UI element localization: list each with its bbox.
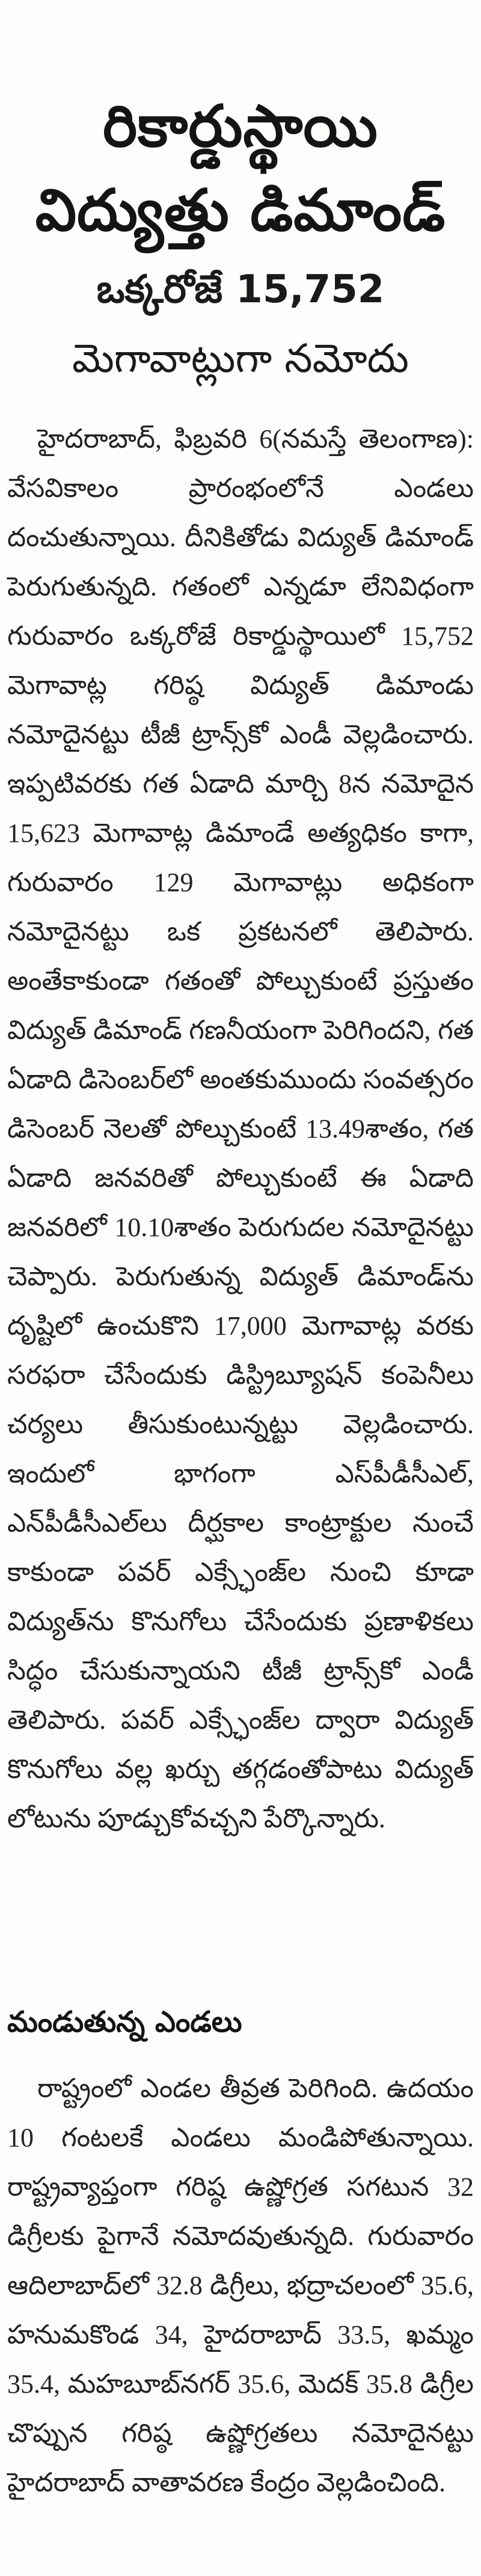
headline-line-1: రికార్డుస్థాయి [103, 93, 378, 160]
headline-line-2: విద్యుత్తు డిమాండ్ [35, 177, 446, 244]
article-body-paragraph-1: హైదరాబాద్, ఫిబ్రవరి 6(నమస్తే తెలంగాణ): వేసవికాలం ప్రారంభంలోనే ఎండలు దంచుతున్నాయి. దీనికితోడు విద్యుత్ డిమాండ్ పెరుగుతున్నది. గతంలో ఎన్నడూ లేనివిధంగా గురువారం ఒక్కరోజే రికార్డుస్థాయిలో 15,752 మెగావాట్ల గరిష్ఠ విద్యుత్ డిమాండు నమోదైనట్టు టీజీ ట్రాన్స్‌కో ఎండీ వెల్లడించారు. ఇప్పటివరకు గత ఏడాది మార్చి 8న నమోదైన 15,623 మెగావాట్ల డిమాండే అత్యధికం కాగా, గురువారం 129 మెగావాట్లు అధికంగా నమోదైనట్టు ఒక ప్రకటనలో తెలిపారు. అంతేకాకుండా గతంతో పోల్చుకుంటే ప్రస్తుతం విద్యుత్ డిమాండ్ గణనీయంగా పెరిగిందని, గత ఏడాది డిసెంబర్‌లో అంతకుముందు సంవత్సరం డిసెంబర్ నెలతో పోల్చుకుంటే 13.49శాతం, గత ఏడాది జనవరితో పోల్చుకుంటే ఈ ఏడాది జనవరిలో 10.10శాతం పెరుగుదల నమోదైనట్టు చెప్పారు. పెరుగుతున్న విద్యుత్ డిమాండ్‌ను దృష్టిలో ఉంచుకొని 17,000 మెగావాట్ల వరకు సరఫరా చేసేందుకు డిస్ట్రిబ్యూషన్ కంపెనీలు చర్యలు తీసుకుంటున్నట్టు వెల్లడించారు. ఇందులో భాగంగా ఎస్‌పీడీసీఎల్, ఎన్‌పీడీసీఎల్‌లు దీర్ఘకాల కాంట్రాక్టుల నుంచే కాకుండా పవర్ ఎక్స్ఛేంజ్‌ల నుంచి కూడా విద్యుత్‌ను కొనుగోలు చేసేందుకు ప్రణాళికలు సిద్ధం చేసుకున్నాయని టీజీ ట్రాన్స్‌కో ఎండీ తెలిపారు. పవర్ ఎక్స్ఛేంజ్‌ల ద్వారా విద్యుత్ కొనుగోలు వల్ల ఖర్చు తగ్గడంతోపాటు విద్యుత్ లోటును పూడ్చుకోవచ్చని పేర్కొన్నారు. [7, 424, 474, 1833]
article-body-paragraph-2: రాష్ట్రంలో ఎండల తీవ్రత పెరిగింది. ఉదయం 10 గంటలకే ఎండలు మండిపోతున్నాయి. రాష్ట్రవ్యాప్తంగా గరిష్ఠ ఉష్ణోగ్రత సగటున 32 డిగ్రీలకు పైగానే నమోదవుతున్నది. గురువారం ఆదిలాబాద్‌లో 32.8 డిగ్రీలు, భద్రాచలంలో 35.6, హనుమకొండ 34, హైదరాబాద్ 33.5, ఖమ్మం 35.4, మహబూబ్‌నగర్ 35.6, మెదక్ 35.8 డిగ్రీల చొప్పున గరిష్ఠ ఉష్ణోగ్రతలు నమోదైనట్టు హైదరాబాద్ వాతావరణ కేంద్రం వెల్లడించింది. [7, 2074, 474, 2497]
subheadline-line-1: ఒక్కరోజే 15,752 [96, 267, 385, 312]
subheadline-line-2: మెగావాట్లుగా నమోదు [72, 335, 409, 382]
section-heading: మండుతున్న ఎండలు [7, 2005, 242, 2039]
